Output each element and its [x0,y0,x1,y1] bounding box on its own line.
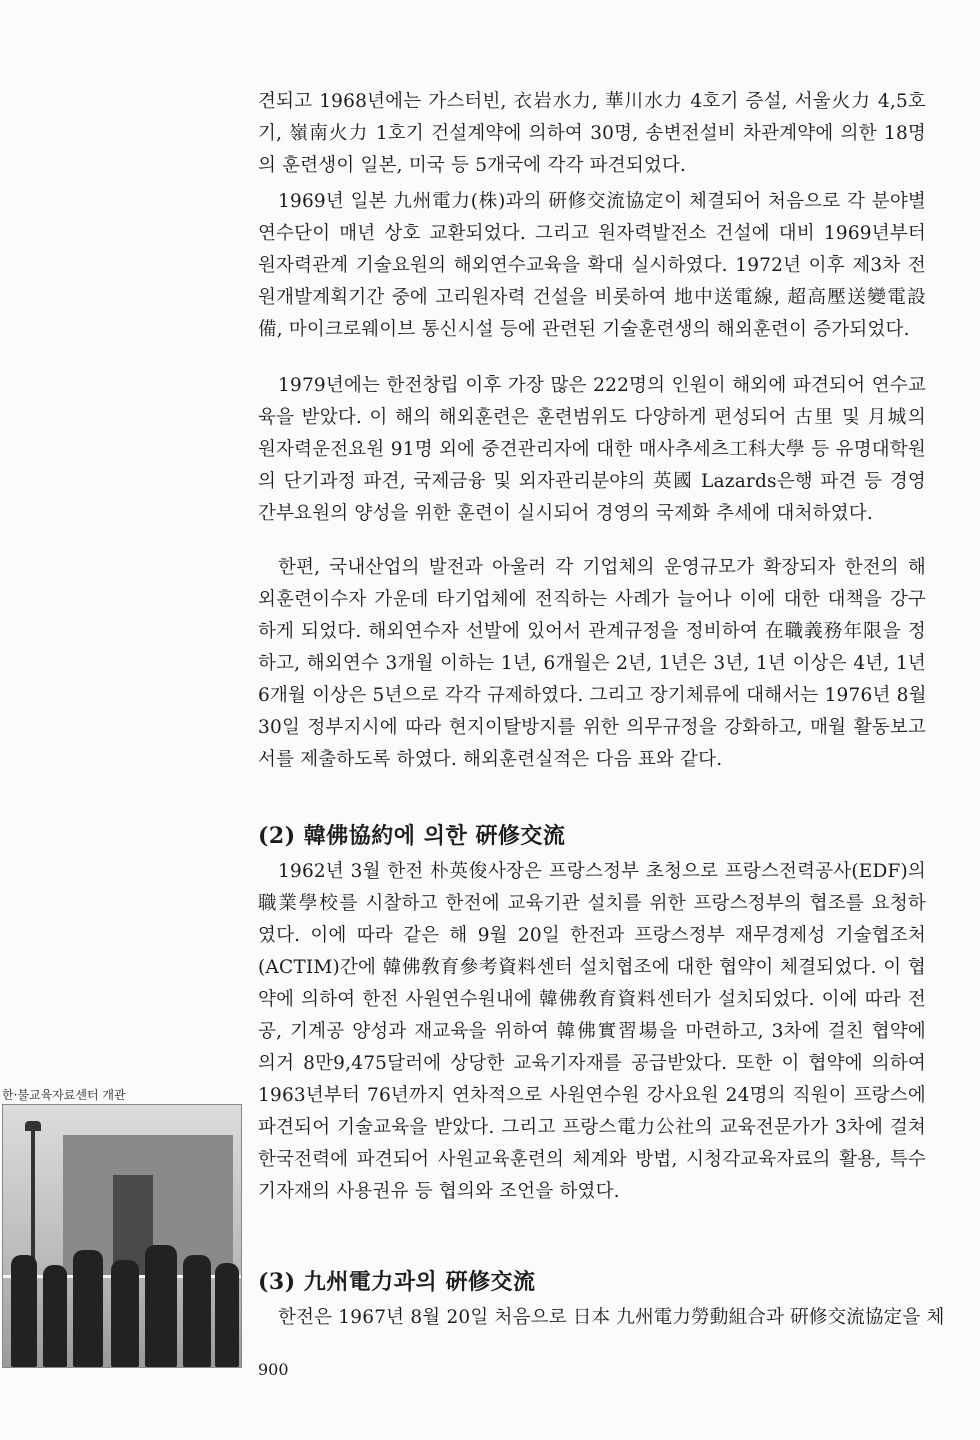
text-line: 備, 마이크로웨이브 통신시설 등에 관련된 기술훈련생의 해외훈련이 증가되었다. [258,319,910,340]
text-line: 하고, 해외연수 3개월 이하는 1년, 6개월은 2년, 1년은 3년, 1년 이상은 4년, 1년 [258,653,926,674]
text-line: 공, 기계공 양성과 재교육을 위하여 韓佛實習場을 마련하고, 3차에 걸친 협약에 [258,1021,926,1042]
paragraph-3 [258,370,926,530]
person-figure [73,1250,103,1367]
paragraph-6 [258,1302,945,1334]
text-line: 1969년 일본 九州電力(株)과의 硏修交流協定이 체결되어 처음으로 각 분야별 [278,191,926,212]
paragraph-4 [258,552,926,776]
text-line: 육을 받았다. 이 해의 해외훈련은 훈련범위도 다양하게 편성되어 古里 및 月城의 [258,407,926,428]
paragraph-1 [258,86,926,182]
text-line: 6개월 이상은 5년으로 각각 규제하였다. 그리고 장기체류에 대해서는 1976년 8월 [258,685,927,706]
person-figure [215,1263,239,1367]
text-line: 연수단이 매년 상호 교환되었다. 그리고 원자력발전소 건설에 대비 1969년부터 [258,223,926,244]
text-line: 약에 의하여 한전 사원연수원내에 韓佛敎育資料센터가 설치되었다. 이에 따라 전 [258,989,926,1010]
text-line: 원자력관계 기술요원의 해외연수교육을 확대 실시하였다. 1972년 이후 제3차 전 [258,255,926,276]
person-figure [183,1255,211,1367]
paragraph-2 [258,186,926,346]
text-line: 1979년에는 한전창립 이후 가장 많은 222명의 인원이 해외에 파견되어 연수교 [278,375,926,396]
person-figure [11,1255,37,1367]
text-line: 서를 제출하도록 하였다. 해외훈련실적은 다음 표와 같다. [258,749,723,770]
text-line: 기자재의 사용권유 등 협의와 조언을 하였다. [258,1181,620,1202]
lamp-post [31,1127,35,1277]
ceremony-photo [2,1104,242,1368]
text-line: 30일 정부지시에 따라 현지이탈방지를 위한 의무규정을 강화하고, 매월 활동보고 [258,717,926,738]
text-line: 원개발계획기간 중에 고리원자력 건설을 비롯하여 地中送電線, 超高壓送變電設 [258,287,926,308]
text-line: (ACTIM)간에 韓佛敎育參考資料센터 설치협조에 대한 협약이 체결되었다. 이 협 [258,957,926,978]
page-number: 900 [258,1360,289,1379]
text-line: 한편, 국내산업의 발전과 아울러 각 기업체의 운영규모가 확장되자 한전의 해 [278,557,926,578]
text-line: 간부요원의 양성을 위한 훈련이 실시되어 경영의 국제화 추세에 대처하였다. [258,503,873,524]
text-line: 기, 嶺南火力 1호기 건설계약에 의하여 30명, 송변전설비 차관계약에 의한 18명 [258,123,926,144]
text-line: 職業學校를 시찰하고 한전에 교육기관 설치를 위한 프랑스정부의 협조를 요청하 [258,893,926,914]
person-figure [145,1245,177,1367]
text-line: 의 훈련생이 일본, 미국 등 5개국에 각각 파견되었다. [258,155,687,176]
text-line: 였다. 이에 따라 같은 해 9월 20일 한전과 프랑스정부 재무경제성 기술협조처 [258,925,926,946]
text-line: 파견되어 기술교육을 받았다. 그리고 프랑스電力公社의 교육전문가가 3차에 걸쳐 [258,1117,926,1138]
section-heading-2: (2) 韓佛協約에 의한 硏修交流 [258,823,566,849]
text-line: 견되고 1968년에는 가스터빈, 衣岩水力, 華川水力 4호기 증설, 서울火力 4,5호 [258,91,926,112]
text-line: 하게 되었다. 해외연수자 선발에 있어서 관계규정을 정비하여 在職義務年限을 정 [258,621,926,642]
paragraph-5 [258,856,926,1208]
text-line: 의 단기과정 파견, 국제금융 및 외자관리분야의 英國 Lazards은행 파견 등 경영 [258,471,926,492]
section-heading-3: (3) 九州電力과의 硏修交流 [258,1269,536,1295]
text-line: 외훈련이수자 가운데 타기업체에 전직하는 사례가 늘어나 이에 대한 대책을 강구 [258,589,926,610]
text-line: 의거 8만9,475달러에 상당한 교육기자재를 공급받았다. 또한 이 협약에 의하여 [258,1053,926,1074]
text-line: 1963년부터 76년까지 연차적으로 사원연수원 강사요원 24명의 직원이 프랑스에 [258,1085,926,1106]
text-line: 원자력운전요원 91명 외에 중견관리자에 대한 매사추세츠工科大學 등 유명대학원 [258,439,926,460]
person-figure [43,1265,67,1367]
photo-caption: 한·불교육자료센터 개관 [2,1088,126,1102]
text-line: 한전은 1967년 8월 20일 처음으로 日本 九州電力勞動組合과 硏修交流協定을 체 [278,1307,945,1328]
person-figure [111,1260,139,1367]
text-line: 한국전력에 파견되어 사원교육훈련의 체계와 방법, 시청각교육자료의 활용, 특수 [258,1149,926,1170]
text-line: 1962년 3월 한전 朴英俊사장은 프랑스정부 초청으로 프랑스전력공사(EDF)의 [278,861,926,882]
